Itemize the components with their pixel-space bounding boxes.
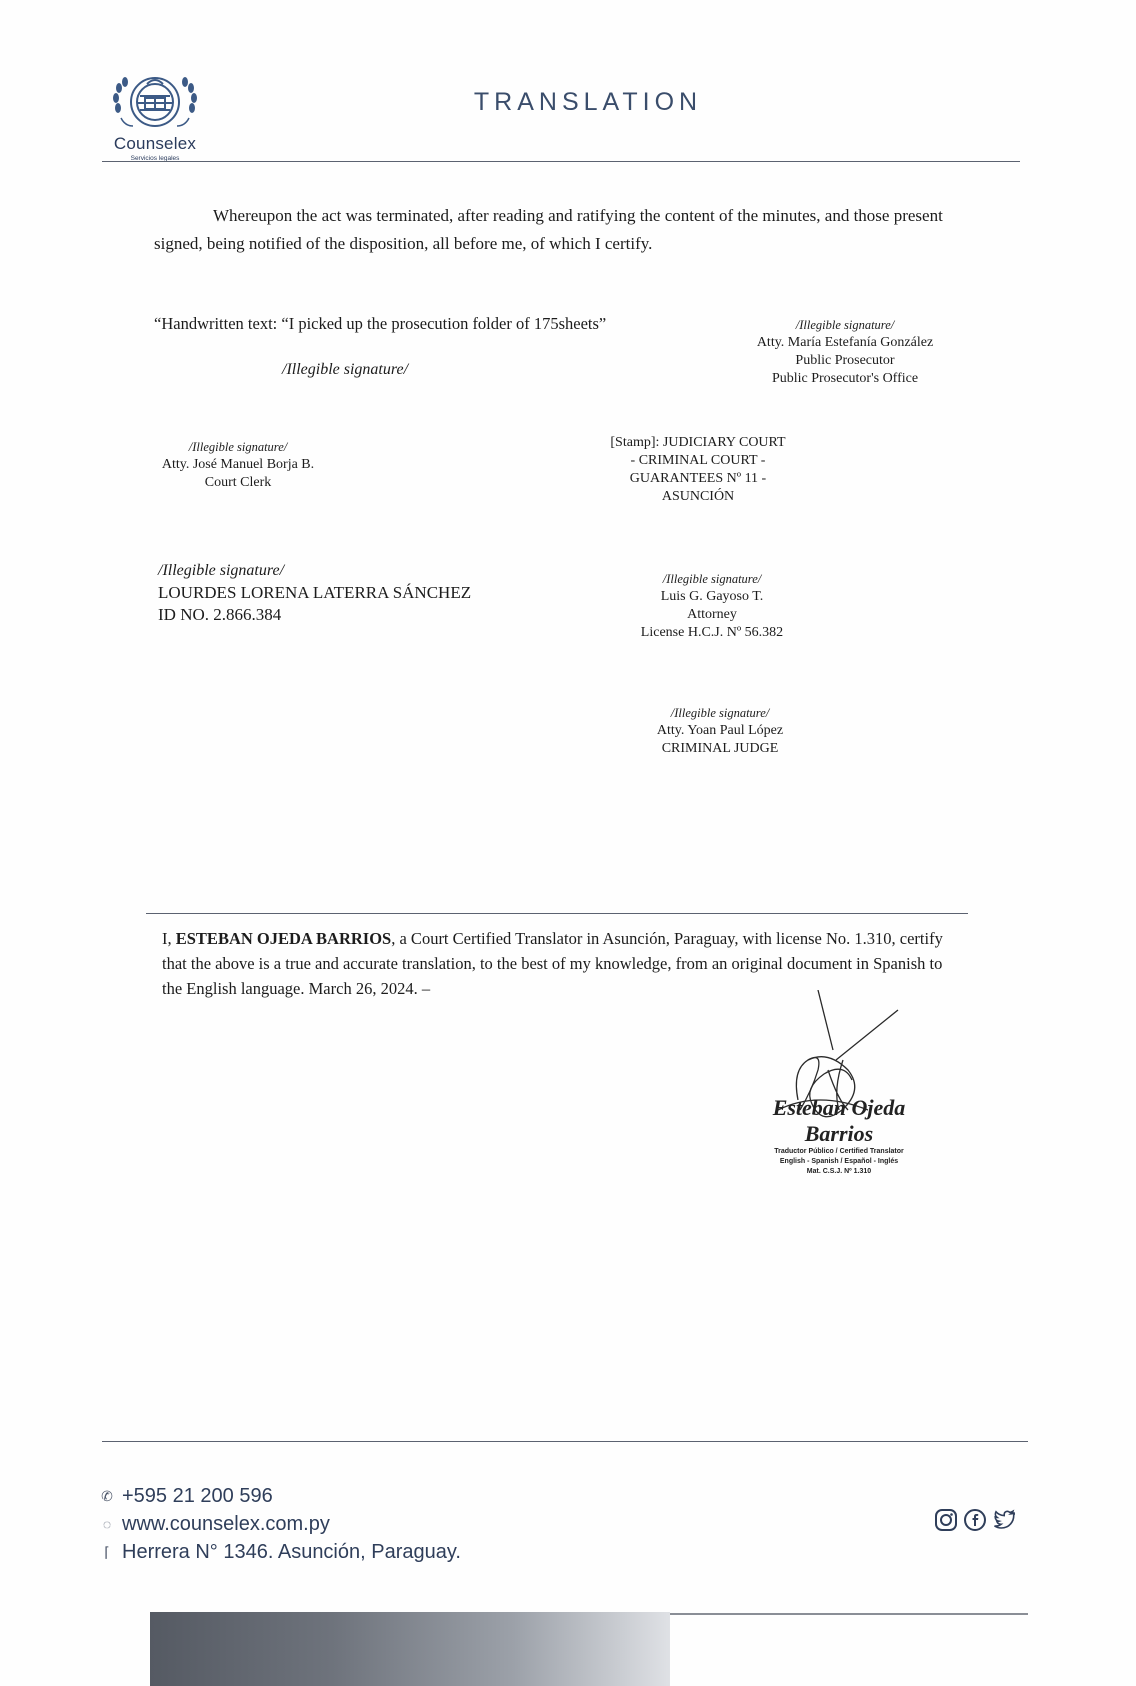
handwritten-note: “Handwritten text: “I picked up the prosecution folder of 175sheets”: [154, 314, 607, 333]
prosecutor-signature-label: /Illegible signature/: [795, 318, 895, 332]
clerk-role: Court Clerk: [204, 475, 272, 490]
clerk-name: Atty. José Manuel Borja B.: [161, 457, 315, 472]
prosecutor-office: Public Prosecutor's Office: [771, 371, 919, 386]
attorney-name: Luis G. Gayoso T.: [660, 589, 764, 604]
stamp-line-2: - CRIMINAL COURT -: [630, 453, 766, 468]
logo-name: Counselex: [113, 134, 197, 153]
social-icons: [934, 1508, 1016, 1532]
clerk-block: [150, 438, 326, 492]
translator-name: ESTEBAN OJEDA BARRIOS: [175, 929, 392, 948]
prosecutor-block: [740, 316, 950, 388]
logo-subtitle: Servicios legales: [130, 155, 180, 162]
globe-icon: ◌: [102, 1516, 112, 1532]
document-title: TRANSLATION: [473, 88, 703, 116]
website-link[interactable]: www.counselex.com.py: [122, 1513, 330, 1535]
contact-website: [100, 1510, 461, 1538]
header-divider: [102, 161, 1020, 162]
translator-stamp-line-2: English - Spanish / Español - Inglés: [779, 1158, 899, 1165]
phone-number: +595 21 200 596: [122, 1485, 273, 1507]
attorney-role: Attorney: [687, 607, 737, 622]
attorney-license: License H.C.J. Nº 56.382: [640, 625, 784, 640]
facebook-icon[interactable]: [963, 1508, 987, 1532]
contact-address: [100, 1538, 461, 1566]
translator-stamp: [744, 1095, 934, 1177]
instagram-icon[interactable]: [934, 1508, 958, 1532]
party-name: LOURDES LORENA LATERRA SÁNCHEZ: [158, 583, 472, 602]
stamp-line-3: GUARANTEES Nº 11 -: [629, 471, 767, 486]
party-id: ID NO. 2.866.384: [158, 605, 282, 624]
contact-info: [100, 1482, 461, 1566]
prosecutor-role: Public Prosecutor: [795, 353, 895, 368]
scan-shadow-artifact: [150, 1612, 670, 1686]
court-stamp-block: [598, 434, 798, 506]
translator-stamp-line-3: Mat. C.S.J. Nº 1.310: [806, 1168, 872, 1175]
party-block: [158, 560, 558, 626]
prosecutor-name: Atty. María Estefanía González: [756, 335, 934, 350]
certification-text: , a Court Certified Translator in Asunción, Paraguay, with license No. 1.310, certify that the above is a true and accurate translation, to the best of my knowledge, from an original document in Spanish to the English language. March 26, 2024. –: [162, 929, 943, 998]
stamp-line-4: ASUNCIÓN: [661, 489, 735, 504]
certification-divider: [146, 913, 968, 914]
translator-stamp-name: Esteban Ojeda Barrios: [772, 1095, 906, 1146]
clerk-signature-label: /Illegible signature/: [188, 440, 288, 454]
footer-divider: [102, 1441, 1028, 1442]
judge-signature-label: /Illegible signature/: [670, 706, 770, 720]
opening-paragraph: Whereupon the act was terminated, after reading and ratifying the content of the minutes, and those present signed, being notified of the disposition, all before me, of which I certify.: [154, 206, 943, 253]
stamp-line-1: [Stamp]: JUDICIARY COURT: [610, 435, 786, 450]
twitter-icon[interactable]: [992, 1508, 1016, 1532]
judge-block: [620, 704, 820, 758]
center-signature-label: /Illegible signature/: [282, 361, 409, 378]
attorney-signature-label: /Illegible signature/: [662, 572, 762, 586]
judge-name: Atty. Yoan Paul López: [656, 723, 784, 738]
translator-stamp-line-1: Traductor Público / Certified Translator: [774, 1148, 904, 1155]
phone-icon: ✆: [101, 1488, 113, 1504]
attorney-block: [612, 570, 812, 642]
judge-role: CRIMINAL JUDGE: [661, 741, 779, 756]
certification-prefix: I,: [162, 929, 176, 948]
contact-phone: [100, 1482, 461, 1510]
location-icon: ⌈: [104, 1544, 110, 1560]
address-text: Herrera N° 1346. Asunción, Paraguay.: [122, 1541, 461, 1563]
party-signature-label: /Illegible signature/: [158, 562, 285, 579]
